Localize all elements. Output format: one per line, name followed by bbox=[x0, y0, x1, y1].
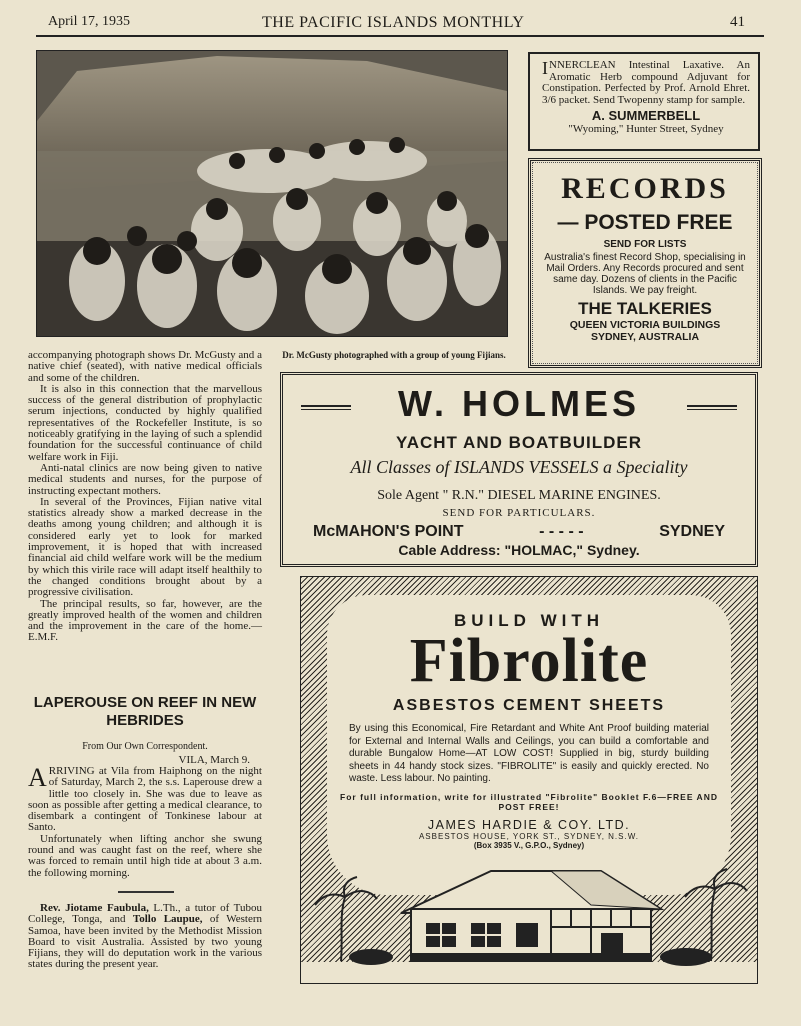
ad-innerclean bbox=[528, 52, 760, 151]
article-paragraph: RRIVING at Vila from Haiphong on the night of Saturday, March 2, the s.s. Laperouse drew a little too closely in. She was due to leave as soon as possible after getting a medical clearance, to disembark a contingent of Tonkinese labour at Santo. bbox=[28, 765, 262, 834]
dateline: VILA, March 9. bbox=[178, 754, 250, 766]
holmes-dashes: - - - - - bbox=[539, 523, 584, 540]
page-number: 41 bbox=[730, 14, 745, 30]
article-text: L.Th., a tutor of Tubou College, Tonga, and bbox=[28, 902, 262, 926]
article-paragraph: The principal results, so far, however, are the greatly improved health of the women and children and the improvement in the care of the home.—E.M.F. bbox=[28, 597, 262, 644]
records-body: Australia's finest Record Shop, specialising in Mail Orders. Any Records procured and sent same day. Dozens of clients in the Pacific Islands. We pay freight. bbox=[544, 252, 746, 296]
fibrolite-panel bbox=[327, 595, 731, 895]
group-photo bbox=[36, 50, 508, 337]
holmes-place-left: McMAHON'S POINT bbox=[313, 523, 464, 540]
photo-caption: Dr. McGusty photographed with a group of young Fijians. bbox=[282, 350, 506, 360]
holmes-location bbox=[283, 523, 755, 541]
fibrolite-box: (Box 3935 V., G.P.O., Sydney) bbox=[473, 840, 585, 850]
fibrolite-product: ASBESTOS CEMENT SHEETS bbox=[392, 697, 666, 714]
holmes-trade: YACHT AND BOATBUILDER bbox=[395, 433, 643, 452]
fibrolite-info: For full information, write for illustrated "Fibrolite" Booklet F.6—FREE AND POST FREE! bbox=[340, 791, 718, 812]
holmes-tagline: All Classes of ISLANDS VESSELS a Speciality bbox=[350, 457, 688, 477]
holmes-name: W. HOLMES bbox=[398, 383, 640, 424]
posted-free: — POSTED FREE bbox=[557, 211, 733, 234]
laperouse-article bbox=[28, 763, 262, 879]
ad-body: NNERCLEAN Intestinal Laxative. An Aromatic Herb compound Adjuvant for Constipation. Perfected by Prof. Arnold Ehret. 3/6 packet. Send Twopenny stamp for sample. bbox=[542, 59, 750, 106]
holmes-place-right: SYDNEY bbox=[659, 523, 725, 540]
ad-holmes bbox=[280, 372, 758, 567]
send-for-lists: SEND FOR LISTS bbox=[603, 239, 687, 250]
shop-address-2: SYDNEY, AUSTRALIA bbox=[590, 331, 700, 343]
ad-records bbox=[528, 158, 762, 368]
advertiser-address: "Wyoming," Hunter Street, Sydney bbox=[568, 123, 724, 136]
faubula-article bbox=[28, 903, 262, 971]
shop-name: THE TALKERIES bbox=[578, 299, 712, 318]
fibrolite-company: JAMES HARDIE & COY. LTD. bbox=[427, 817, 631, 832]
article-paragraph: accompanying photograph shows Dr. McGusty and a native chief (seated), with native medical officials and some of the children. bbox=[28, 349, 262, 384]
article-paragraph: It is also in this connection that the marvellous success of the general distribution of prophylactic serum injections, conducted by highly qualified representatives of the Rockefeller Institute, is so noticeably gratifying in the laying of such a splendid foundation for the successful continuance of child welfare work in Fiji. bbox=[28, 382, 262, 463]
records-title: RECORDS bbox=[561, 172, 729, 205]
fibrolite-build-with: BUILD WITH bbox=[453, 611, 605, 630]
person-name: Tollo Laupue, bbox=[132, 913, 203, 926]
correspondent-line: From Our Own Correspondent. bbox=[82, 741, 208, 752]
ad-innerclean-text bbox=[542, 60, 750, 106]
ad-fibrolite bbox=[300, 576, 758, 984]
header-date: April 17, 1935 bbox=[48, 14, 131, 29]
section-divider bbox=[118, 891, 174, 893]
holmes-send: SEND FOR PARTICULARS. bbox=[442, 507, 596, 519]
publication-title: THE PACIFIC ISLANDS MONTHLY bbox=[262, 14, 525, 31]
article-main bbox=[28, 350, 262, 644]
drop-cap: A bbox=[28, 763, 47, 792]
article-text: of Western Samoa, have been invited by the Methodist Mission Board to visit Australia. Assisted by two young Fijians, they will do deputation work in the various states during the present year. bbox=[28, 913, 263, 971]
article-paragraph: In several of the Provinces, Fijian native vital statistics already show a marked decrease in the deaths among young children; and although it is considered early yet to look for marked improvement, it is hoped that with increased financial aid child welfare work will be the medium by which this virile race will adapt itself healthily to the changed conditions brought about by a progressive civilisation. bbox=[28, 495, 262, 599]
decorative-rule bbox=[301, 405, 351, 410]
article-paragraph: Anti-natal clinics are now being given to native medical students and nurses, for the purpose of instructing expectant mothers. bbox=[28, 461, 262, 497]
holmes-cable: Cable Address: "HOLMAC," Sydney. bbox=[398, 542, 640, 558]
fibrolite-address: ASBESTOS HOUSE, YORK ST., SYDNEY, N.S.W. bbox=[418, 831, 640, 841]
drop-cap: I bbox=[542, 58, 548, 78]
holmes-agent: Sole Agent " R.N." DIESEL MARINE ENGINES. bbox=[377, 488, 661, 503]
person-name: Rev. Jiotame Faubula, bbox=[40, 902, 149, 914]
fibrolite-brand: Fibrolite bbox=[409, 627, 649, 695]
advertiser-name: A. SUMMERBELL bbox=[591, 108, 701, 124]
fibrolite-body: By using this Economical, Fire Retardant and White Ant Proof building material for External and Internal Walls and Ceilings, you can build a comfortable and durable Bungalow Home—AT LOW COST! Supplied in big, sturdy building sheets in 44 handy stock sizes. "FIBROLITE" is easily and quickly erected. No waste. Less labour. No painting. bbox=[349, 723, 709, 784]
bungalow-illustration bbox=[301, 857, 757, 983]
shop-address-1: QUEEN VICTORIA BUILDINGS bbox=[569, 319, 721, 331]
decorative-rule bbox=[687, 405, 737, 410]
header-rule bbox=[36, 35, 764, 37]
group-photo-image bbox=[37, 51, 507, 336]
article-paragraph: Unfortunately when lifting anchor she swung round and was caught fast on the reef, where she was forced to remain until high tide at about 3 a.m. the following morning. bbox=[28, 832, 262, 879]
laperouse-headline: LAPEROUSE ON REEF IN NEW HEBRIDES bbox=[33, 694, 257, 729]
